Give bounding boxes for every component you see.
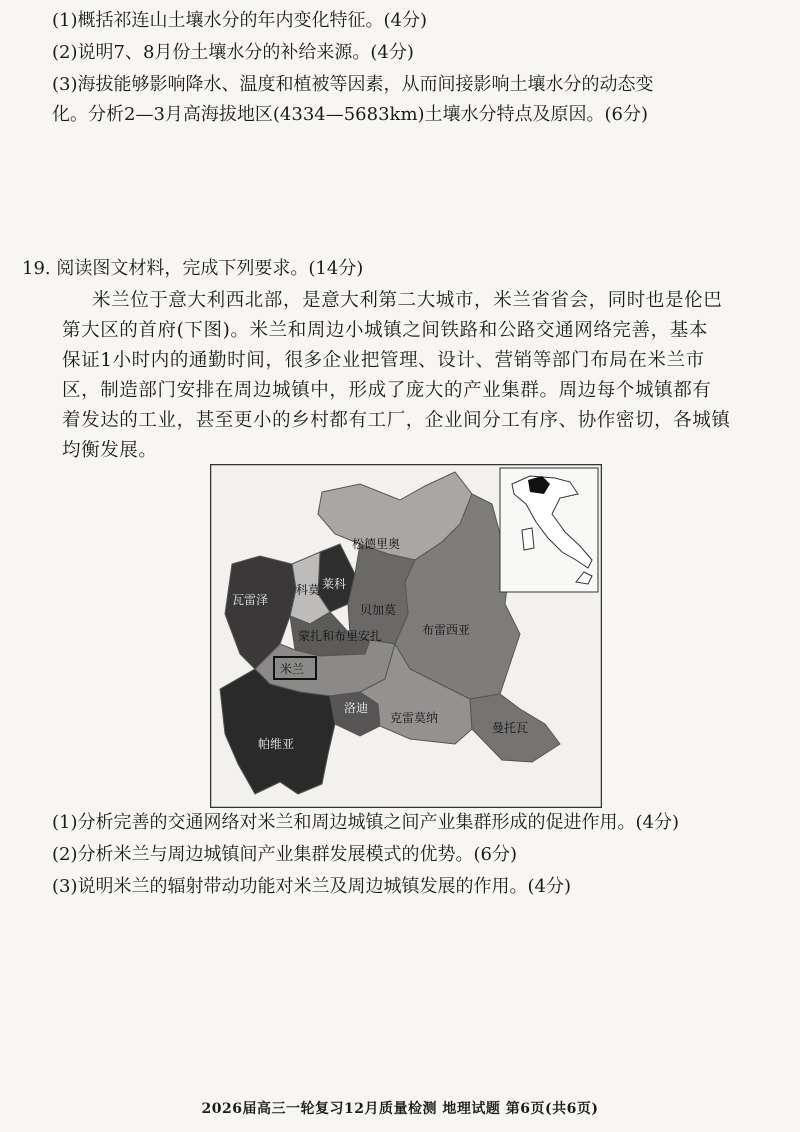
material-paragraph-line: 着发达的工业，甚至更小的乡村都有工厂，企业间分工有序、协作密切，各城镇 — [62, 410, 731, 431]
material-paragraph-line: 保证1小时内的通勤时间，很多企业把管理、设计、营销等部门布局在米兰市 — [62, 350, 705, 371]
q19-sub-question-3: (3)说明米兰的辐射带动功能对米兰及周边城镇发展的作用。(4分) — [52, 876, 571, 897]
material-paragraph-line: 区，制造部门安排在周边城镇中，形成了庞大的产业集群。周边每个城镇都有 — [62, 380, 712, 401]
label-sondrio: 松德里奥 — [352, 537, 401, 551]
label-pavia: 帕维亚 — [258, 737, 295, 751]
prev-question-3: (3)海拔能够影响降水、温度和植被等因素，从而间接影响土壤水分的动态变 — [52, 74, 654, 95]
material-paragraph-line: 均衡发展。 — [62, 440, 158, 461]
prev-question-2: (2)说明7、8月份土壤水分的补给来源。(4分) — [52, 42, 414, 63]
material-paragraph-line: 第大区的首府(下图)。米兰和周边小城镇之间铁路和公路交通网络完善，基本 — [62, 320, 708, 341]
label-varese: 瓦雷泽 — [232, 593, 269, 607]
label-como: 科莫 — [296, 583, 321, 597]
sardinia-outline — [522, 528, 534, 550]
q19-sub-question-1: (1)分析完善的交通网络对米兰和周边城镇之间产业集群形成的促进作用。(4分) — [52, 812, 679, 833]
label-lecco: 莱科 — [322, 577, 347, 591]
q19-sub-question-2: (2)分析米兰与周边城镇间产业集群发展模式的优势。(6分) — [52, 844, 517, 865]
question-19-heading: 19. 阅读图文材料，完成下列要求。(14分) — [22, 258, 364, 279]
lombardy-map-svg — [210, 464, 602, 808]
material-paragraph-line: 米兰位于意大利西北部，是意大利第二大城市，米兰省省会，同时也是伦巴 — [92, 290, 723, 311]
label-milan: 米兰 — [280, 662, 305, 676]
label-brescia: 布雷西亚 — [422, 623, 471, 637]
label-mantua: 曼托瓦 — [492, 721, 529, 735]
prev-question-3-cont: 化。分析2—3月高海拔地区(4334—5683km)土壤水分特点及原因。(6分) — [52, 104, 649, 125]
prev-question-1: (1)概括祁连山土壤水分的年内变化特征。(4分) — [52, 10, 427, 31]
label-lodi: 洛迪 — [344, 701, 369, 715]
label-bergamo: 贝加莫 — [360, 603, 397, 617]
lombardy-map — [210, 464, 602, 808]
label-monza: 蒙扎和布里安扎 — [298, 629, 383, 643]
page-footer: 2026届高三一轮复习12月质量检测 地理试题 第6页(共6页) — [201, 1101, 599, 1117]
label-cremona: 克雷莫纳 — [390, 711, 439, 725]
